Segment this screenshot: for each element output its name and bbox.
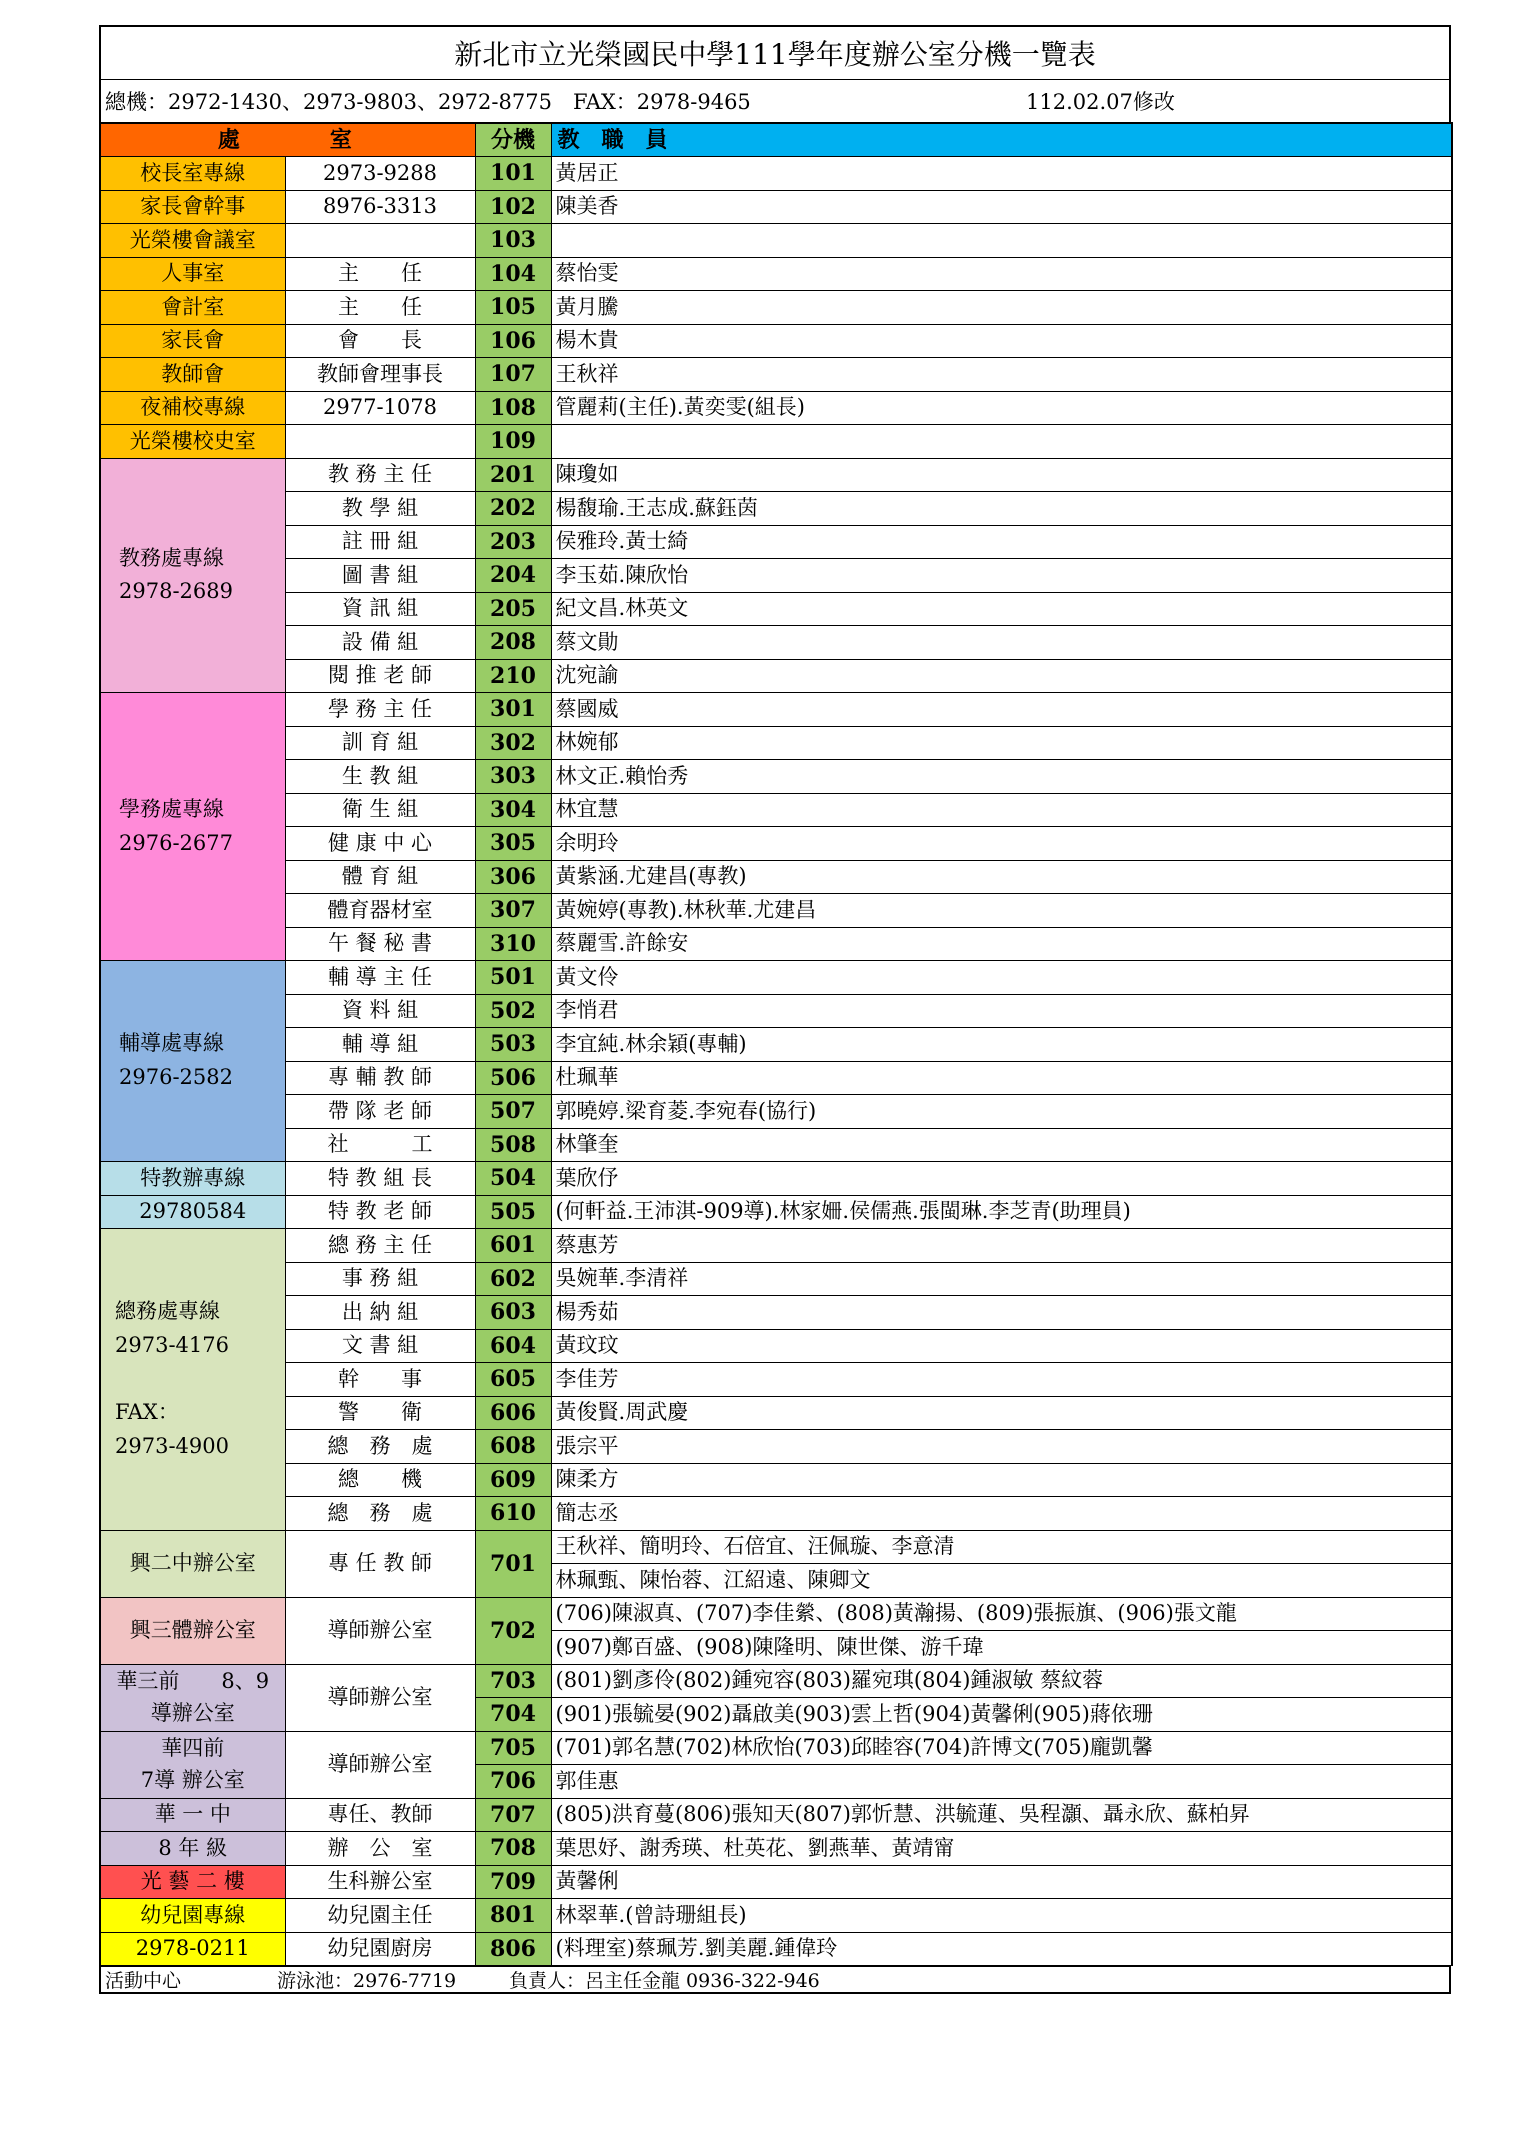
ext-cell: 708 (475, 1832, 551, 1866)
role-cell: 學 務 主 任 (285, 693, 475, 727)
ext-cell: 806 (475, 1932, 551, 1966)
ext-cell: 702 (475, 1597, 551, 1664)
role-cell: 教 學 組 (285, 492, 475, 526)
role-cell: 主 任 (285, 291, 475, 325)
ext-cell: 703 (475, 1664, 551, 1698)
ext-cell: 508 (475, 1128, 551, 1162)
staff-cell: 李宜純.林余穎(專輔) (551, 1028, 1452, 1062)
table-row (100, 1329, 1452, 1363)
role-cell: 出 納 組 (285, 1296, 475, 1330)
staff-cell: 簡志丞 (551, 1497, 1452, 1531)
role-cell: 輔 導 組 (285, 1028, 475, 1062)
dept-cell: 夜補校專線 (100, 391, 285, 425)
staff-cell: 陳柔方 (551, 1463, 1452, 1497)
ext-cell: 306 (475, 860, 551, 894)
staff-cell: 郭曉婷.梁育菱.李宛春(協行) (551, 1095, 1452, 1129)
staff-cell: 林珮甄、陳怡蓉、江紹遠、陳卿文 (551, 1564, 1452, 1598)
staff-cell: 王秋祥、簡明玲、石倍宜、汪佩璇、李意清 (551, 1530, 1452, 1564)
role-cell: 閱 推 老 師 (285, 659, 475, 693)
table-row (100, 1162, 1452, 1196)
table-row (100, 157, 1452, 191)
ext-cell: 504 (475, 1162, 551, 1196)
staff-cell: 蔡怡雯 (551, 257, 1452, 291)
role-cell: 設 備 組 (285, 626, 475, 660)
table-row (100, 458, 1452, 492)
table-row (100, 1363, 1452, 1397)
revision-date: 112.02.07修改 (1026, 90, 1175, 114)
role-cell: 事 務 組 (285, 1262, 475, 1296)
table-row (100, 1262, 1452, 1296)
role-cell: 導師辦公室 (285, 1731, 475, 1798)
staff-cell: 沈宛諭 (551, 659, 1452, 693)
table-row (100, 1798, 1452, 1832)
staff-cell: (701)郭名慧(702)林欣怡(703)邱睦容(704)許博文(705)龐凱馨 (551, 1731, 1452, 1765)
staff-cell: 楊木貴 (551, 324, 1452, 358)
table-row (100, 224, 1452, 258)
table-row (100, 1396, 1452, 1430)
ext-cell: 201 (475, 458, 551, 492)
table-row (100, 894, 1452, 928)
staff-cell: 葉欣伃 (551, 1162, 1452, 1196)
ext-cell: 701 (475, 1530, 551, 1597)
ext-cell: 202 (475, 492, 551, 526)
table-row (100, 1731, 1452, 1765)
dept-cell: 光榮樓校史室 (100, 425, 285, 459)
role-cell: 主 任 (285, 257, 475, 291)
staff-cell: 蔡文勛 (551, 626, 1452, 660)
role-cell (285, 425, 475, 459)
table-row (100, 358, 1452, 392)
table-row (100, 1497, 1452, 1531)
dept-counsel (100, 961, 285, 1162)
ext-cell: 801 (475, 1899, 551, 1933)
ext-cell: 608 (475, 1430, 551, 1464)
ext-cell: 108 (475, 391, 551, 425)
dept-cell: 家長會 (100, 324, 285, 358)
ext-cell: 304 (475, 793, 551, 827)
role-cell: 圖 書 組 (285, 559, 475, 593)
extension-sheet (99, 25, 1451, 1994)
role-cell: 文 書 組 (285, 1329, 475, 1363)
ext-cell: 102 (475, 190, 551, 224)
ext-cell: 505 (475, 1195, 551, 1229)
staff-cell: 葉思妤、謝秀瑛、杜英花、劉燕華、黃靖甯 (551, 1832, 1452, 1866)
footer-contact: 負責人：呂主任金龍 0936-322-946 (509, 1970, 820, 1992)
dept-hua3-line2: 導辦公室 (150, 1700, 235, 1725)
dept-cell: 人事室 (100, 257, 285, 291)
table-row (100, 391, 1452, 425)
dept-general-fax: 2973-4900 (115, 1433, 229, 1458)
staff-cell: 黃馨俐 (551, 1865, 1452, 1899)
role-cell: 衛 生 組 (285, 793, 475, 827)
staff-cell: (901)張毓晏(902)聶啟美(903)雲上哲(904)黃馨俐(905)蔣依珊 (551, 1698, 1452, 1732)
ext-cell: 105 (475, 291, 551, 325)
role-cell: 帶 隊 老 師 (285, 1095, 475, 1129)
ext-cell: 106 (475, 324, 551, 358)
dept-cell: 家長會幹事 (100, 190, 285, 224)
role-cell: 註 冊 組 (285, 525, 475, 559)
footer-pool: 游泳池：2976-7719 (277, 1970, 457, 1992)
ext-cell: 507 (475, 1095, 551, 1129)
ext-cell: 603 (475, 1296, 551, 1330)
table-row (100, 1296, 1452, 1330)
ext-cell: 109 (475, 425, 551, 459)
staff-cell: (805)洪育蔓(806)張知天(807)郭忻慧、洪毓蓮、吳程灝、聶永欣、蘇柏昇 (551, 1798, 1452, 1832)
ext-cell: 707 (475, 1798, 551, 1832)
dept-general-fax-label: FAX： (115, 1400, 179, 1425)
ext-cell: 303 (475, 760, 551, 794)
table-row (100, 1229, 1452, 1263)
dept-student (100, 693, 285, 961)
page-title: 新北市立光榮國民中學111學年度辦公室分機一覽表 (101, 27, 1449, 80)
ext-cell: 301 (475, 693, 551, 727)
table-row (100, 1128, 1452, 1162)
dept-general (100, 1229, 285, 1531)
info-line (101, 80, 1449, 122)
role-cell: 幼兒園廚房 (285, 1932, 475, 1966)
table-row (100, 793, 1452, 827)
staff-cell: 黃文伶 (551, 961, 1452, 995)
table-row (100, 1530, 1452, 1564)
role-cell: 資 料 組 (285, 994, 475, 1028)
role-cell: 教 務 主 任 (285, 458, 475, 492)
role-cell: 資 訊 組 (285, 592, 475, 626)
dept-student-phone: 2976-2677 (119, 830, 233, 855)
table-row (100, 827, 1452, 861)
role-cell: 健 康 中 心 (285, 827, 475, 861)
ext-cell: 302 (475, 726, 551, 760)
role-cell: 總 務 處 (285, 1497, 475, 1531)
dept-cell: 校長室專線 (100, 157, 285, 191)
staff-cell: 林翠華.(曾詩珊組長) (551, 1899, 1452, 1933)
ext-cell: 205 (475, 592, 551, 626)
ext-cell: 310 (475, 927, 551, 961)
staff-cell: 蔡惠芳 (551, 1229, 1452, 1263)
role-cell: 特 教 組 長 (285, 1162, 475, 1196)
dept-kinder-phone: 2978-0211 (100, 1932, 285, 1966)
staff-cell: 黃玟玟 (551, 1329, 1452, 1363)
table-row (100, 425, 1452, 459)
dept-hua1-line2: 8 年 級 (100, 1832, 285, 1866)
dept-general-phone: 2973-4176 (115, 1332, 229, 1357)
table-row (100, 1865, 1452, 1899)
staff-cell: 林文正.賴怡秀 (551, 760, 1452, 794)
staff-cell: 杜珮華 (551, 1061, 1452, 1095)
dept-counsel-name: 輔導處專線 (119, 1031, 224, 1056)
table-row (100, 291, 1452, 325)
staff-cell: 管麗莉(主任).黃奕雯(組長) (551, 391, 1452, 425)
role-cell: 生 教 組 (285, 760, 475, 794)
staff-cell: 黃婉婷(專教).林秋華.尤建昌 (551, 894, 1452, 928)
ext-cell: 208 (475, 626, 551, 660)
table-row (100, 1430, 1452, 1464)
staff-cell: (何軒益.王沛淇-909導).林家姍.侯儒燕.張閩琳.李芝青(助理員) (551, 1195, 1452, 1229)
staff-cell: 陳美香 (551, 190, 1452, 224)
table-row (100, 760, 1452, 794)
staff-cell: 李玉茹.陳欣怡 (551, 559, 1452, 593)
staff-cell: (907)鄭百盛、(908)陳隆明、陳世傑、游千瑋 (551, 1631, 1452, 1665)
dept-hua3-line1: 華三前 8、9 (116, 1669, 270, 1693)
table-header (100, 123, 1452, 157)
footer (99, 1966, 1451, 1994)
staff-cell: 楊秀茹 (551, 1296, 1452, 1330)
role-cell: 專任、教師 (285, 1798, 475, 1832)
staff-cell: 黃俊賢.周武慶 (551, 1396, 1452, 1430)
dept-special-name: 特教辦專線 (100, 1162, 285, 1196)
role-cell: 會 長 (285, 324, 475, 358)
table-row (100, 1597, 1452, 1631)
ext-cell: 503 (475, 1028, 551, 1062)
dept-guangyi: 光 藝 二 樓 (100, 1865, 285, 1899)
staff-cell: 吳婉華.李清祥 (551, 1262, 1452, 1296)
role-cell: 幹 事 (285, 1363, 475, 1397)
staff-cell: 紀文昌.林英文 (551, 592, 1452, 626)
main-lines: 總機：2972-1430、2973-9803、2972-8775 FAX：2978-9465 (105, 90, 751, 114)
table-row (100, 559, 1452, 593)
extension-table (99, 122, 1453, 1966)
staff-cell (551, 425, 1452, 459)
table-row (100, 525, 1452, 559)
dept-cell: 會計室 (100, 291, 285, 325)
table-row (100, 1664, 1452, 1698)
table-row (100, 693, 1452, 727)
staff-cell: 林宜慧 (551, 793, 1452, 827)
ext-cell: 604 (475, 1329, 551, 1363)
role-cell: 教師會理事長 (285, 358, 475, 392)
role-cell: 社 工 (285, 1128, 475, 1162)
role-cell: 輔 導 主 任 (285, 961, 475, 995)
table-row (100, 860, 1452, 894)
table-row (100, 257, 1452, 291)
ext-cell: 610 (475, 1497, 551, 1531)
table-row (100, 1932, 1452, 1966)
ext-cell: 704 (475, 1698, 551, 1732)
footer-activity-center: 活動中心 (105, 1970, 182, 1992)
staff-cell: 王秋祥 (551, 358, 1452, 392)
dept-kinder-name: 幼兒園專線 (100, 1899, 285, 1933)
table-row (100, 1095, 1452, 1129)
staff-cell: 楊馥瑜.王志成.蘇鈺茵 (551, 492, 1452, 526)
ext-cell: 203 (475, 525, 551, 559)
table-row (100, 492, 1452, 526)
role-cell: 特 教 老 師 (285, 1195, 475, 1229)
table-row (100, 927, 1452, 961)
staff-cell: 黃紫涵.尤建昌(專教) (551, 860, 1452, 894)
staff-cell: 黃月騰 (551, 291, 1452, 325)
staff-cell: 李悄君 (551, 994, 1452, 1028)
role-cell: 生科辦公室 (285, 1865, 475, 1899)
ext-cell: 107 (475, 358, 551, 392)
ext-cell: 605 (475, 1363, 551, 1397)
table-row (100, 961, 1452, 995)
dept-academic-name: 教務處專線 (119, 545, 224, 570)
dept-academic-phone: 2978-2689 (119, 579, 233, 604)
staff-cell: 李佳芳 (551, 1363, 1452, 1397)
table-row (100, 592, 1452, 626)
col-ext: 分機 (475, 123, 551, 157)
role-cell: 體 育 組 (285, 860, 475, 894)
ext-cell: 101 (475, 157, 551, 191)
ext-cell: 601 (475, 1229, 551, 1263)
staff-cell: 余明玲 (551, 827, 1452, 861)
table-row (100, 1899, 1452, 1933)
ext-cell: 706 (475, 1765, 551, 1799)
staff-cell (551, 224, 1452, 258)
table-row (100, 190, 1452, 224)
ext-cell: 506 (475, 1061, 551, 1095)
staff-cell: (706)陳淑真、(707)李佳縈、(808)黃瀚揚、(809)張振旗、(906)張文龍 (551, 1597, 1452, 1631)
role-cell: 導師辦公室 (285, 1664, 475, 1731)
ext-cell: 709 (475, 1865, 551, 1899)
ext-cell: 501 (475, 961, 551, 995)
role-cell: 午 餐 秘 書 (285, 927, 475, 961)
ext-cell: 305 (475, 827, 551, 861)
staff-cell: (料理室)蔡珮芳.劉美麗.鍾偉玲 (551, 1932, 1452, 1966)
table-row (100, 726, 1452, 760)
role-cell: 總 務 主 任 (285, 1229, 475, 1263)
dept-counsel-phone: 2976-2582 (119, 1065, 233, 1089)
table-row (100, 1195, 1452, 1229)
role-cell (285, 224, 475, 258)
table-row (100, 1028, 1452, 1062)
ext-cell: 602 (475, 1262, 551, 1296)
staff-cell: 侯雅玲.黃士綺 (551, 525, 1452, 559)
ext-cell: 606 (475, 1396, 551, 1430)
dept-xing2: 興二中辦公室 (100, 1530, 285, 1597)
role-cell: 專 輔 教 師 (285, 1061, 475, 1095)
dept-hua3 (100, 1664, 285, 1731)
col-office: 處 室 (100, 123, 475, 157)
staff-cell: 蔡麗雪.許餘安 (551, 927, 1452, 961)
ext-cell: 104 (475, 257, 551, 291)
ext-cell: 502 (475, 994, 551, 1028)
dept-hua4 (100, 1731, 285, 1798)
table-row (100, 994, 1452, 1028)
role-cell: 訓 育 組 (285, 726, 475, 760)
role-cell: 導師辦公室 (285, 1597, 475, 1664)
staff-cell: 黃居正 (551, 157, 1452, 191)
dept-cell: 光榮樓會議室 (100, 224, 285, 258)
role-cell: 體育器材室 (285, 894, 475, 928)
table-row (100, 626, 1452, 660)
staff-cell: 張宗平 (551, 1430, 1452, 1464)
staff-cell: (801)劉彥伶(802)鍾宛容(803)羅宛琪(804)鍾淑敏 蔡紋蓉 (551, 1664, 1452, 1698)
role-cell: 2973-9288 (285, 157, 475, 191)
ext-cell: 103 (475, 224, 551, 258)
dept-cell: 教師會 (100, 358, 285, 392)
col-staff: 教 職 員 (551, 123, 1452, 157)
role-cell: 幼兒園主任 (285, 1899, 475, 1933)
dept-xing3: 興三體辦公室 (100, 1597, 285, 1664)
role-cell: 專 任 教 師 (285, 1530, 475, 1597)
ext-cell: 307 (475, 894, 551, 928)
table-row (100, 1061, 1452, 1095)
table-row (100, 659, 1452, 693)
role-cell: 辦 公 室 (285, 1832, 475, 1866)
role-cell: 總 務 處 (285, 1430, 475, 1464)
dept-student-name: 學務處專線 (119, 796, 224, 821)
role-cell: 8976-3313 (285, 190, 475, 224)
ext-cell: 705 (475, 1731, 551, 1765)
dept-academic (100, 458, 285, 693)
table-row (100, 1463, 1452, 1497)
sheet-header (99, 25, 1451, 122)
role-cell: 2977-1078 (285, 391, 475, 425)
role-cell: 警 衛 (285, 1396, 475, 1430)
ext-cell: 204 (475, 559, 551, 593)
staff-cell: 陳瓊如 (551, 458, 1452, 492)
ext-cell: 210 (475, 659, 551, 693)
staff-cell: 林婉郁 (551, 726, 1452, 760)
dept-hua1-line1: 華 一 中 (100, 1798, 285, 1832)
staff-cell: 林肇奎 (551, 1128, 1452, 1162)
role-cell: 總 機 (285, 1463, 475, 1497)
ext-cell: 609 (475, 1463, 551, 1497)
dept-special-phone: 29780584 (100, 1195, 285, 1229)
dept-general-name: 總務處專線 (115, 1299, 220, 1324)
staff-cell: 郭佳惠 (551, 1765, 1452, 1799)
dept-hua4-line1: 華四前 (161, 1736, 225, 1760)
staff-cell: 蔡國威 (551, 693, 1452, 727)
table-row (100, 324, 1452, 358)
table-row (100, 1832, 1452, 1866)
dept-hua4-line2: 7導 辦公室 (140, 1767, 245, 1792)
